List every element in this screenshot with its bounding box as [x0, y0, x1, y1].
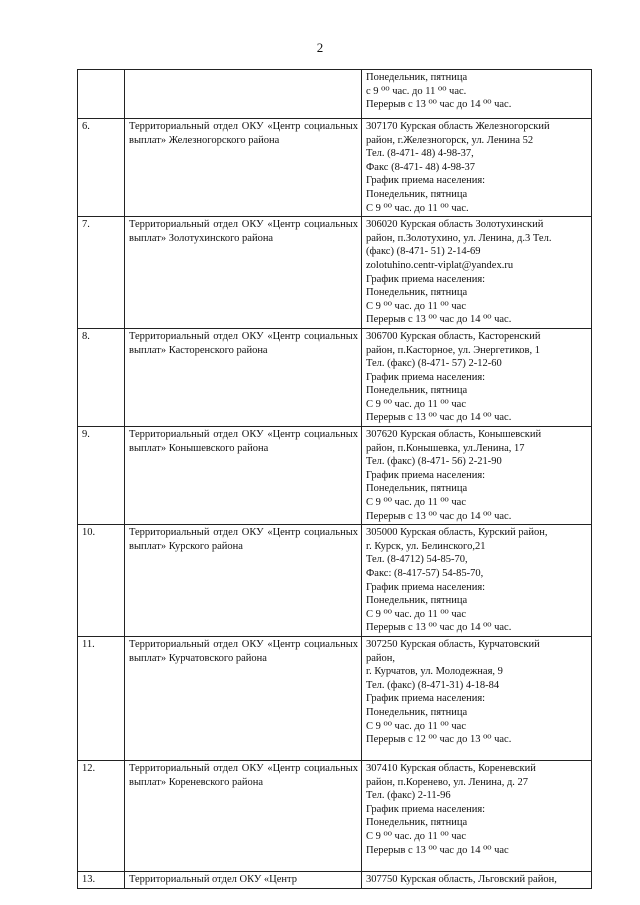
- office-contacts: [362, 119, 592, 217]
- contact-line: Тел. (факс) (8-471-31) 4-18-84: [366, 679, 500, 691]
- contact-line: Понедельник, пятница: [366, 706, 468, 718]
- office-contacts: [362, 427, 592, 525]
- row-number: 6.: [78, 119, 125, 217]
- contact-line: 307250 Курская область, Курчатовский: [366, 638, 540, 650]
- contact-line: район, п.Коренево, ул. Ленина, д. 27: [366, 776, 529, 788]
- contact-line: район, п.Касторное, ул. Энергетиков, 1: [366, 344, 540, 356]
- office-name: Территориальный отдел ОКУ «Центр социальных выплат» Кореневского района: [125, 760, 362, 871]
- contact-line: Понедельник, пятница: [366, 385, 468, 397]
- contact-line: Понедельник, пятница: [366, 817, 468, 829]
- page-number: 2: [316, 40, 324, 55]
- contact-line: График приема населения:: [366, 803, 486, 815]
- office-name: Территориальный отдел ОКУ «Центр социальных выплат» Железногорского района: [125, 119, 362, 217]
- table-row: [78, 636, 592, 760]
- contact-line: С 9 ⁰⁰ час. до 11 ⁰⁰ час: [366, 830, 466, 842]
- office-name: Территориальный отдел ОКУ «Центр социальных выплат» Золотухинского района: [125, 217, 362, 329]
- table-row: [78, 119, 592, 217]
- contact-line: График приема населения:: [366, 581, 486, 593]
- row-number: 8.: [78, 328, 125, 426]
- row-number: 12.: [78, 760, 125, 871]
- contact-line: С 9 ⁰⁰ час. до 11 ⁰⁰ час: [366, 608, 466, 620]
- contact-line: Перерыв с 13 ⁰⁰ час до 14 ⁰⁰ час.: [366, 412, 512, 424]
- contact-line: район,: [366, 652, 396, 664]
- contact-line: район, г.Железногорск, ул. Ленина 52: [366, 134, 534, 146]
- contact-line: 305000 Курская область, Курский район,: [366, 527, 548, 539]
- office-name: [125, 70, 362, 119]
- contact-line: С 9 ⁰⁰ час. до 11 ⁰⁰ час.: [366, 202, 469, 214]
- row-number: 13.: [78, 871, 125, 888]
- row-number: [78, 70, 125, 119]
- contact-line: Понедельник, пятница: [366, 72, 468, 83]
- contact-line: Факс (8-471- 48) 4-98-37: [366, 161, 476, 173]
- contact-line: С 9 ⁰⁰ час. до 11 ⁰⁰ час: [366, 720, 466, 732]
- contact-line: С 9 ⁰⁰ час. до 11 ⁰⁰ час: [366, 497, 466, 509]
- contact-line: г. Курчатов, ул. Молодежная, 9: [366, 666, 503, 678]
- table-row: [78, 871, 592, 888]
- contact-line: Перерыв с 13 ⁰⁰ час до 14 ⁰⁰ час.: [366, 314, 512, 326]
- table-row: [78, 217, 592, 329]
- office-contacts: [362, 70, 592, 119]
- office-contacts: [362, 217, 592, 329]
- contact-line: Тел. (8-4712) 54-85-70,: [366, 554, 468, 566]
- office-contacts: [362, 760, 592, 871]
- office-name: Территориальный отдел ОКУ «Центр: [125, 871, 362, 888]
- contact-line: 307410 Курская область, Кореневский: [366, 762, 536, 774]
- office-contacts: [362, 328, 592, 426]
- office-name: Территориальный отдел ОКУ «Центр социальных выплат» Конышевского района: [125, 427, 362, 525]
- contact-line: Перерыв с 13 ⁰⁰ час до 14 ⁰⁰ час.: [366, 622, 512, 634]
- contact-line: График приема населения:: [366, 175, 486, 187]
- contact-line: С 9 ⁰⁰ час. до 11 ⁰⁰ час: [366, 300, 466, 312]
- contact-line: Перерыв с 13 ⁰⁰ час до 14 ⁰⁰ час: [366, 844, 509, 856]
- contact-line: район, п.Золотухино, ул. Ленина, д.3 Тел.: [366, 232, 552, 244]
- contact-line: 306700 Курская область, Касторенский: [366, 330, 541, 342]
- contact-line: Перерыв с 13 ⁰⁰ час до 14 ⁰⁰ час.: [366, 510, 512, 522]
- row-number: 7.: [78, 217, 125, 329]
- contact-line: График приема населения:: [366, 693, 486, 705]
- contact-line: График приема населения:: [366, 371, 486, 383]
- row-number: 9.: [78, 427, 125, 525]
- offices-table-body: [78, 70, 592, 889]
- contact-line: Понедельник, пятница: [366, 595, 468, 607]
- table-row: [78, 525, 592, 637]
- contact-line: График приема населения:: [366, 273, 486, 285]
- contact-line: Факс: (8-417-57) 54-85-70,: [366, 568, 484, 579]
- contact-line: Тел. (факс) 2-11-96: [366, 790, 451, 802]
- office-name: Территориальный отдел ОКУ «Центр социальных выплат» Касторенского района: [125, 328, 362, 426]
- row-number: 10.: [78, 525, 125, 637]
- contact-line: Тел. (факс) (8-471- 56) 2-21-90: [366, 456, 502, 468]
- office-name: Территориальный отдел ОКУ «Центр социальных выплат» Курчатовского района: [125, 636, 362, 760]
- contact-line: г. Курск, ул. Белинского,21: [366, 540, 486, 552]
- table-row: [78, 760, 592, 871]
- contact-line: Тел. (8-471- 48) 4-98-37,: [366, 148, 474, 160]
- contact-line: Перерыв с 12 ⁰⁰ час до 13 ⁰⁰ час.: [366, 734, 512, 746]
- office-name: Территориальный отдел ОКУ «Центр социальных выплат» Курского района: [125, 525, 362, 637]
- contact-line: район, п.Конышевка, ул.Ленина, 17: [366, 442, 525, 454]
- table-row: [78, 427, 592, 525]
- contact-line: Перерыв с 13 ⁰⁰ час до 14 ⁰⁰ час.: [366, 99, 512, 111]
- contact-line: Понедельник, пятница: [366, 287, 468, 299]
- contact-line: (факс) (8-471- 51) 2-14-69: [366, 246, 481, 258]
- office-contacts: [362, 525, 592, 637]
- contact-line: 307170 Курская область Железногорский: [366, 121, 550, 132]
- contact-line: 307620 Курская область, Конышевский: [366, 429, 542, 441]
- row-number: 11.: [78, 636, 125, 760]
- contact-line: Понедельник, пятница: [366, 188, 468, 200]
- contact-line: Тел. (факс) (8-471- 57) 2-12-60: [366, 358, 502, 370]
- contact-line: 306020 Курская область Золотухинский: [366, 219, 544, 231]
- contact-line: zolotuhino.centr-viplat@yandex.ru: [366, 259, 514, 271]
- offices-table: [77, 69, 592, 889]
- contact-line: С 9 ⁰⁰ час. до 11 ⁰⁰ час: [366, 398, 466, 410]
- contact-line: с 9 ⁰⁰ час. до 11 ⁰⁰ час.: [366, 85, 467, 97]
- table-row: [78, 70, 592, 119]
- contact-line: 307750 Курская область, Льговский район,: [366, 873, 557, 885]
- office-contacts: [362, 636, 592, 760]
- office-contacts: [362, 871, 592, 888]
- contact-line: График приема населения:: [366, 469, 486, 481]
- contact-line: Понедельник, пятница: [366, 483, 468, 495]
- table-row: [78, 328, 592, 426]
